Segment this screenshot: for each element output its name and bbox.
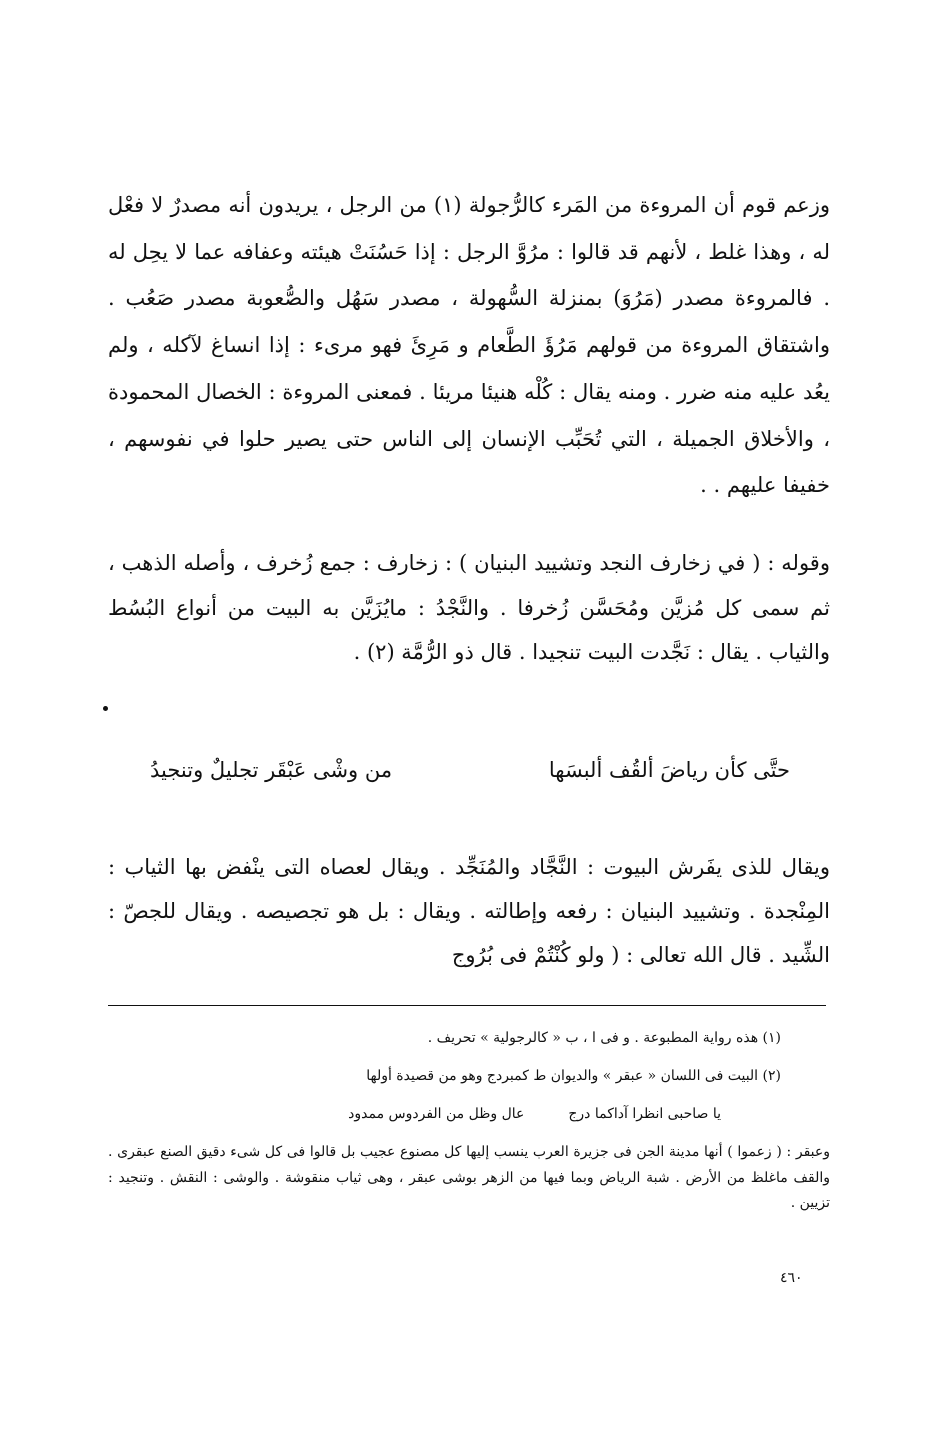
paragraph-zakharif: وقوله : ( في زخارف النجد وتشييد البنيان ) : زخارف : جمع زُخرف ، وأصله الذهب ، ثم سمى كل مُزيَّن ومُحَسَّن زُخرفا . والنَّجْدُ : مايُزَيَّن به البيت من أنواع البُسُط والثياب . يقال : نَجَّدت البيت تنجيدا . قال ذو الرُّمَّة (٢) . xyxy=(108,551,830,664)
paragraph-najjad: ويقال للذى يفَرش البيوت : النَّجَّاد والمُنَجِّد . ويقال لعصاه التى ينْفض بها الثياب : المِنْجدة . وتشييد البنيان : رفعه وإطالته . ويقال : بل هو تجصيصه . ويقال للجصّ : الشِّيد . قال الله تعالى : ( ولو كُنْتُمْ فى بُرُوج xyxy=(108,855,830,967)
footnote-abqar: وعبقر : ( زعموا ) أنها مدينة الجن فى جزيرة العرب ينسب إليها كل مصنوع عجيب بل قالوا فى كل شىء دقيق الصنع عبقرى . والقف ماغلظ من الأرض . شبة الرياض وبما فيها من الزهر بوشى عبقر ، وهى ثياب منقوشة . والوشى : النقش . وتنجيد : تزيين . xyxy=(108,1144,830,1211)
verse-second-hemistich: من وشْى عَبْقَر تجليلٌ وتنجيدُ xyxy=(150,758,393,782)
footnote-verse-first: يا صاحبى انظرا آداكما درج xyxy=(568,1106,721,1122)
verse-first-hemistich: حتَّى كأن رياضَ ألقُف ألبسَها xyxy=(548,758,790,782)
page-number: ٤٦٠ xyxy=(780,1270,803,1286)
paragraph-muruah: وزعم قوم أن المروءة من المَرء كالرُّجولة (١) من الرجل ، يريدون أنه مصدرٌ لا فعْل له ، وهذا غلط ، لأنهم قد قالوا : مرُوَّ الرجل : إذا حَسُنَتْ هيئته وعفافه عما لا يحِل له . فالمروءة مصدر (مَرُوَ) بمنزلة السُّهولة ، مصدر سَهُل والصُّعوبة مصدر صَعُب . واشتقاق المروءة من قولهم مَرُؤَ الطَّعام و مَرِئَ فهو مرىء : إذا انساغ لآكله ، ولم يعُد عليه منه ضرر . ومنه يقال : كُلْه هنيئا مريئا . فمعنى المروءة : الخصال المحمودة ، والأخلاق الجميلة ، التي تُحَبِّب الإنسان إلى الناس حتى يصير حلوا في نفوسهم ، خفيفا عليهم . . xyxy=(108,193,830,498)
footnote-verse-second: عال وظل من الفردوس ممدود xyxy=(348,1106,525,1122)
footnote-verse xyxy=(348,1106,721,1122)
footnote-divider xyxy=(108,1005,826,1006)
margin-mark xyxy=(103,706,108,711)
footnote-1: (١) هذه رواية المطبوعة . و فى ا ، ب « كالرجولية » تحريف . xyxy=(427,1030,781,1046)
footnote-2: (٢) البيت فى اللسان « عبقر » والديوان ط كمبردج وهو من قصيدة أولها xyxy=(366,1068,781,1084)
poetry-verse xyxy=(150,750,790,790)
